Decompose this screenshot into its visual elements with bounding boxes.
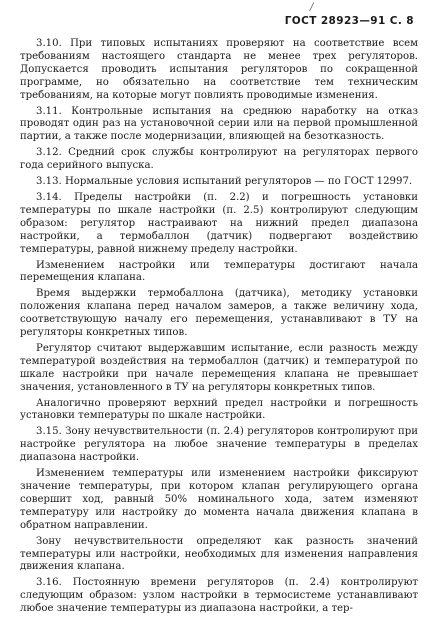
paragraph-3-14: 3.14. Пределы настройки (п. 2.2) и погрешность установки температуры по шкале настройки (п. 2.5) контролируют следующим образом: регулятор настраивают на нижний предел диапазона настройки, а термобаллон (датчик) подвергают воздействию температуры, равной нижнему пределу настройки. — [20, 191, 418, 255]
handwritten-mark: / — [310, 2, 314, 13]
paragraph: Зону нечувствительности определяют как разность значений температуры или настройки, необходимых для изменения направления движения клапана. — [20, 535, 418, 573]
document-body — [20, 38, 418, 619]
paragraph-3-13: 3.13. Нормальные условия испытаний регуляторов — по ГОСТ 12997. — [36, 176, 413, 188]
paragraph-3-10: 3.10. При типовых испытаниях проверяют на соответствие всем требованиям настоящего стандарта не менее трех регуляторов. Допускается проводить испытания регуляторов по сокращенной программе, но обязательно на соответствие тем техническим требованиям, на которые могут повлиять проводимые изменения. — [20, 38, 418, 101]
page-header: ГОСТ 28923—91 С. 8 — [284, 15, 414, 27]
paragraph-3-11: 3.11. Контрольные испытания на среднюю наработку на отказ проводят один раз на установочной серии или на первой промышленной партии, а также после модернизации, влияющей на безотказность. — [20, 105, 418, 143]
paragraph: Аналогично проверяют верхний предел настройки и погрешность установки температуры по шкале настройки. — [20, 397, 418, 422]
paragraph-3-15: 3.15. Зону нечувствительности (п. 2.4) регуляторов контролируют при настройке регулятора на любое значение температуры в пределах диапазона настройки. — [20, 426, 418, 464]
paragraph-3-16: 3.16. Постоянную времени регуляторов (п. 2.4) контролируют следующим образом: узлом настройки в термосистеме устанавливают любое значение температуры из диапазона настройки, а тер- — [20, 577, 418, 615]
paragraph-3-12: 3.12. Средний срок службы контролируют на регуляторах первого года серийного выпуска. — [20, 147, 418, 172]
paragraph: Изменением настройки или температуры достигают начала перемещения клапана. — [20, 259, 418, 284]
paragraph: Регулятор считают выдержавшим испытание, если разность между температурой воздействия на термобаллон (датчик) и температурой по шкале настройки при начале перемещения клапана не превышает значения, установленного в ТУ на регуляторы конкретных типов. — [20, 342, 418, 393]
paragraph: Время выдержки термобаллона (датчика), методику установки положения клапана перед началом замеров, а также величину хода, соответствующую началу его перемещения, устанавливают в ТУ на регуляторы конкретных типов. — [20, 288, 418, 339]
paragraph: Изменением температуры или изменением настройки фиксируют значение температуры, при котором клапан регулирующего органа совершит ход, равный 50% номинального хода, затем изменяют температуру или настройку до момента начала движения клапана в обратном направлении. — [20, 468, 418, 531]
